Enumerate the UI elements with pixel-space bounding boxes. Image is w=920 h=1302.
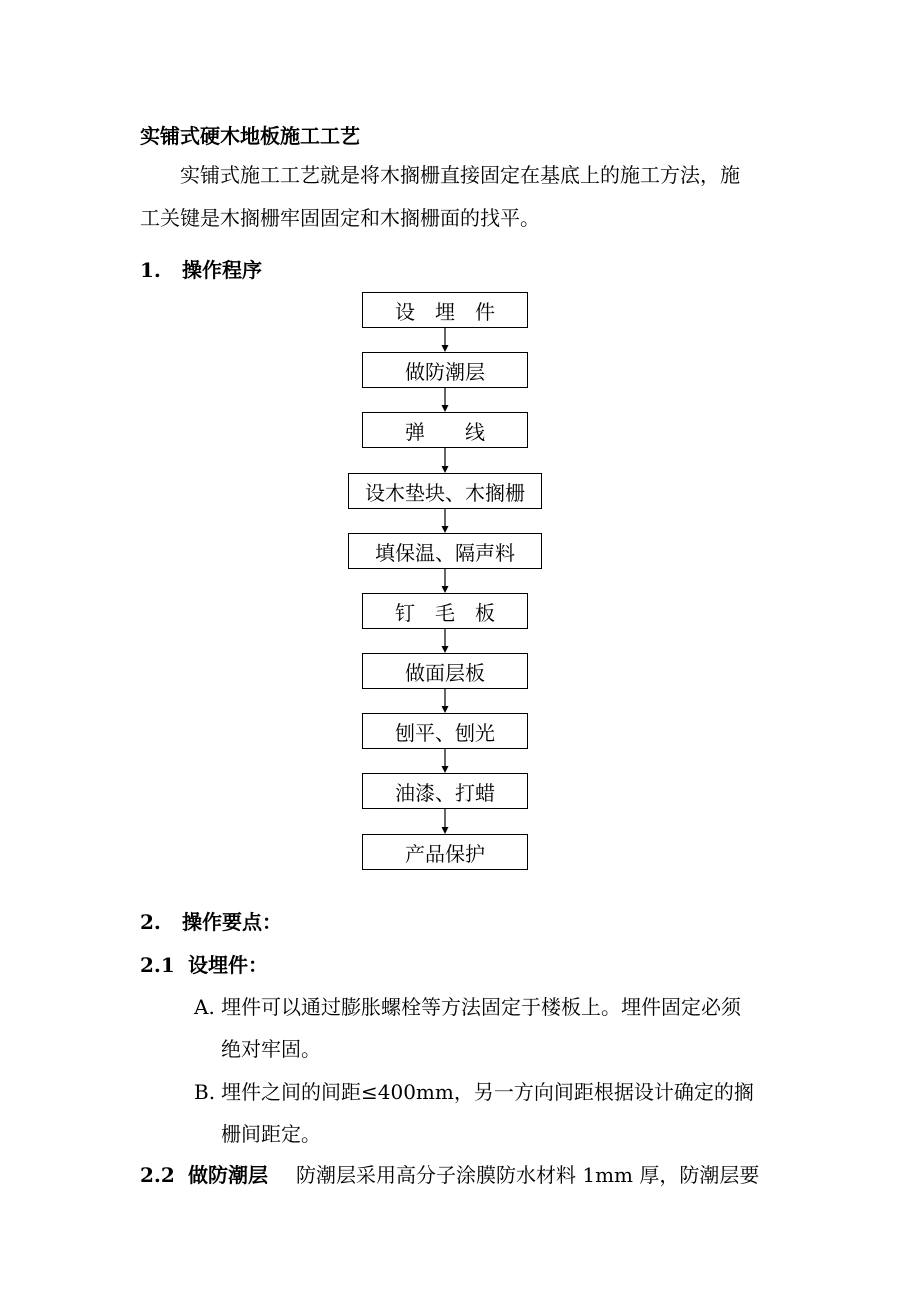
- flow-step: 设 埋 件: [362, 292, 528, 328]
- section-2-title: 操作要点：: [182, 910, 282, 934]
- flow-arrow-head: [442, 405, 449, 412]
- flow-arrow-head: [442, 706, 449, 713]
- flow-step: 填保温、隔声料: [348, 533, 542, 569]
- flow-arrow-head: [442, 646, 449, 653]
- flow-arrow-head: [442, 345, 449, 352]
- item-a-line-2: 绝对牢固。: [221, 1037, 321, 1061]
- item-a-line-1: 埋件可以通过膨胀螺栓等方法固定于楼板上。埋件固定必须: [221, 995, 741, 1019]
- section-2-number: 2.: [140, 910, 161, 934]
- flow-arrow-head: [442, 466, 449, 473]
- flow-arrow-head: [442, 526, 449, 533]
- section-2-2-text: 防潮层采用高分子涂膜防水材料 1mm 厚，防潮层要: [296, 1163, 760, 1187]
- flow-step: 产品保护: [362, 834, 528, 870]
- section-2-2-title: 做防潮层: [188, 1163, 268, 1187]
- section-2-1-title: 设埋件：: [188, 953, 268, 977]
- flow-step: 钉 毛 板: [362, 593, 528, 629]
- section-1-number: 1.: [140, 258, 161, 282]
- intro-line-2: 工关键是木搁栅牢固固定和木搁栅面的找平。: [140, 206, 540, 230]
- flow-step: 设木垫块、木搁栅: [348, 473, 542, 509]
- flow-arrow-head: [442, 766, 449, 773]
- flow-arrow-head: [442, 586, 449, 593]
- flow-step: 弹 线: [362, 412, 528, 448]
- item-b-label: B.: [194, 1080, 216, 1104]
- section-2-1-number: 2.1: [140, 953, 175, 977]
- page-title: 实铺式硬木地板施工工艺: [140, 124, 360, 148]
- flow-step: 做防潮层: [362, 352, 528, 388]
- section-1-title: 操作程序: [182, 258, 262, 282]
- item-b-line-2: 栅间距定。: [221, 1122, 321, 1146]
- flow-step: 做面层板: [362, 653, 528, 689]
- section-2-2-number: 2.2: [140, 1163, 175, 1187]
- flow-step: 油漆、打蜡: [362, 773, 528, 809]
- flow-arrow-head: [442, 827, 449, 834]
- item-a-label: A.: [194, 995, 215, 1019]
- flow-step: 刨平、刨光: [362, 713, 528, 749]
- item-b-line-1: 埋件之间的间距≤400mm，另一方向间距根据设计确定的搁: [221, 1080, 754, 1104]
- intro-line-1: 实铺式施工工艺就是将木搁栅直接固定在基底上的施工方法，施: [180, 163, 740, 187]
